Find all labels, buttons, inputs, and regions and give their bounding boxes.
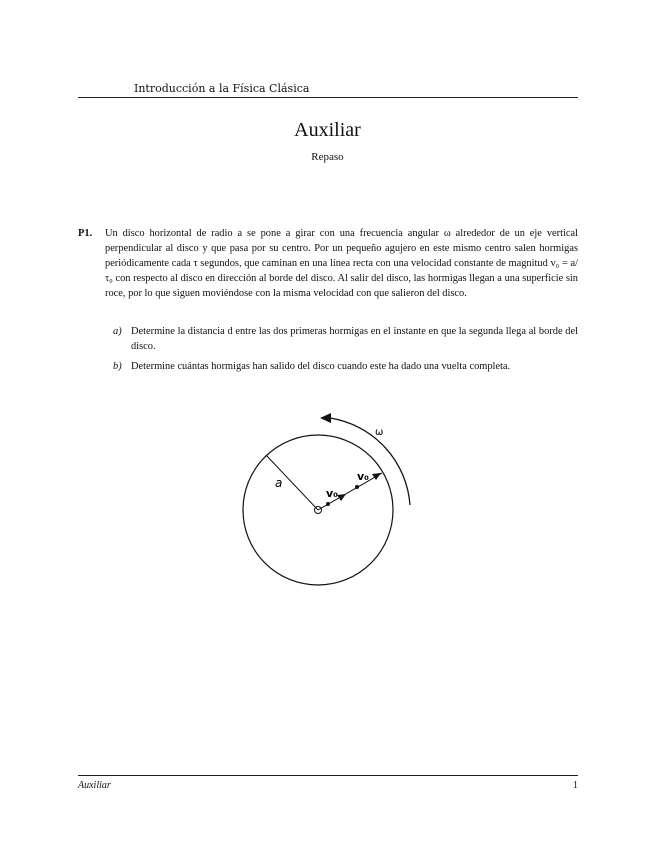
header-title: Introducción a la Física Clásica <box>134 82 310 95</box>
problem-p1 <box>78 226 578 301</box>
problem-label: P1. <box>78 228 93 239</box>
item-text: Determine la distancia d entre las dos primeras hormigas en el instante en que la segunda llega al borde del disco. <box>131 326 578 352</box>
page-number: 1 <box>573 780 578 791</box>
ant-dot <box>355 485 359 489</box>
document-subtitle: Repaso <box>311 151 344 163</box>
rotation-arrowhead-icon <box>320 413 331 423</box>
page-header <box>78 82 578 97</box>
document-title: Auxiliar <box>294 119 361 141</box>
velocity-arrow-inner <box>337 494 346 501</box>
footer-title: Auxiliar <box>78 780 111 791</box>
header-rule <box>78 97 578 98</box>
omega-label: ω <box>375 427 384 438</box>
list-item <box>113 324 578 354</box>
v0-inner-label: v₀ <box>326 487 338 500</box>
radius-label: a <box>275 476 283 490</box>
item-marker: b) <box>113 361 122 372</box>
radius-line <box>266 455 318 510</box>
ant-dot <box>326 502 330 506</box>
velocity-arrow-outer <box>372 473 381 480</box>
list-item <box>113 359 578 374</box>
problem-statement: Un disco horizontal de radio a se pone a girar con una frecuencia angular ω alrededor de un eje vertical perpendicular al disco y que pasa por su centro. Por un pequeño agujero en este mismo centro salen hormigas periódicamente cada τ segundos, que caminan en una línea recta con una velocidad constante de magnitud v₀ = a/τ₀ con respecto al disco en dirección al borde del disco. Al salir del disco, las hormigas llegan a una superficie sin roce, por lo que siguen moviéndose con la misma velocidad con que salieron del disco. <box>105 228 578 299</box>
footer-rule <box>78 775 578 776</box>
problem-items <box>113 324 578 379</box>
item-text: Determine cuántas hormigas han salido del disco cuando este ha dado una vuelta completa. <box>131 361 511 372</box>
v0-outer-label: v₀ <box>357 470 369 483</box>
item-marker: a) <box>113 326 122 337</box>
disk-figure <box>230 405 430 600</box>
rotation-arc <box>330 418 410 505</box>
